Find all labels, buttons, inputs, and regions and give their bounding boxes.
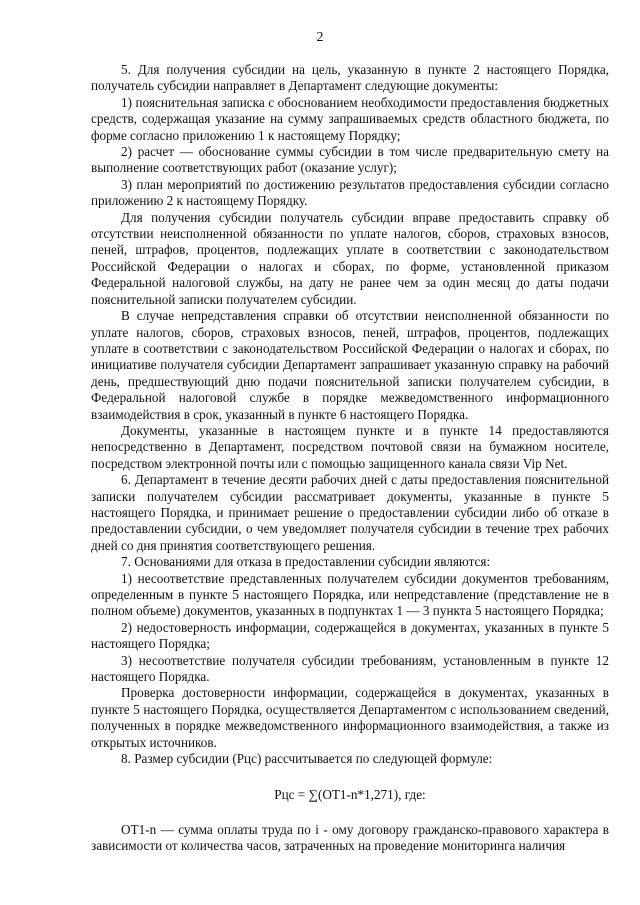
paragraph-8-intro: 8. Размер субсидии (Рцс) рассчитывается по следующей формуле: [121, 751, 493, 767]
subsidy-formula: Рцс = ∑(ОТ1-n*1,271), где: [274, 787, 426, 803]
paragraph-7-item-1: 1) несоответствие представленных получателем субсидии документов требованиям, определенным в пункте 5 настоящего Порядка, или непредставление (представление не в полном объеме) документов, указанных в подпунктах 1 — 3 пункта 5 настоящего Порядка; [91, 570, 609, 619]
document-body [91, 62, 609, 855]
paragraph-5-tax-certificate: Для получения субсидии получатель субсидии вправе предоставить справку об отсутствии неисполненной обязанности по уплате налогов, сборов, страховых взносов, пеней, штрафов, процентов, подлежащих уплате в соответствии с законодательством Российской Федерации о налогах и сборах, по форме, установленной приказом Федеральной налоговой службы, на дату не ранее чем за один месяц до даты подачи пояснительной записки получателем субсидии. [91, 209, 609, 307]
paragraph-5-delivery: Документы, указанные в настоящем пункте и в пункте 14 предоставляются непосредственно в Департамент, посредством почтовой связи на бумажном носителе, посредством электронной почты или с помощью защищенного канала связи Vip Net. [91, 422, 609, 471]
paragraph-5-item-2: 2) расчет — обоснование суммы субсидии в том числе предварительную смету на выполнение соответствующих работ (оказание услуг); [91, 144, 609, 176]
paragraph-5-intro: 5. Для получения субсидии на цель, указанную в пункте 2 настоящего Порядка, получатель субсидии направляет в Департамент следующие документы: [91, 62, 609, 94]
paragraph-7-item-2: 2) недостоверность информации, содержащейся в документах, указанных в пункте 5 настоящего Порядка; [91, 619, 609, 652]
paragraph-5-item-3: 3) план мероприятий по достижению результатов предоставления субсидии согласно приложению 2 к настоящему Порядку. [91, 176, 609, 209]
paragraph-6: 6. Департамент в течение десяти рабочих дней с даты предоставления пояснительной записки получателем субсидии рассматривает документы, указанные в пункте 5 настоящего Порядка, и принимает решение о предоставлении субсидии либо об отказе в предоставлении субсидии, о чем уведомляет получателя субсидии в течение трех рабочих дней со дня принятия соответствующего решения. [91, 472, 609, 553]
paragraph-7-verification: Проверка достоверности информации, содержащейся в документах, указанных в пункте 5 настоящего Порядка, осуществляется Департаментом с использованием сведений, полученных в порядке межведомственного информационного взаимодействия, а также из открытых источников. [91, 685, 609, 750]
paragraph-5-no-certificate: В случае непредставления справки об отсутствии неисполненной обязанности по уплате налогов, сборов, страховых взносов, пеней, штрафов, процентов, подлежащих уплате в соответствии с законодательством Российской Федерации о налогах и сборах, по инициативе получателя субсидии Департамент запрашивает указанную справку на рабочий день, предшествующий дню подачи пояснительной записки получателем субсидии, в Федеральной налоговой службе в порядке межведомственного информационного взаимодействия в срок, указанный в пункте 6 настоящего Порядка. [91, 308, 609, 422]
page-number: 2 [316, 30, 324, 45]
paragraph-5-item-1: 1) пояснительная записка с обоснованием необходимости предоставления бюджетных средств, содержащая указание на сумму запрашиваемых средств областного бюджета, по форме согласно приложению 1 к настоящему Порядку; [91, 94, 609, 143]
paragraph-7-item-3: 3) несоответствие получателя субсидии требованиям, установленным в пункте 12 настоящего Порядка. [91, 652, 609, 685]
paragraph-8-definition: ОТ1-n — сумма оплаты труда по i - ому договору гражданско-правового характера в зависимости от количества часов, затраченных на проведение мониторинга наличия [91, 821, 609, 854]
paragraph-7-intro: 7. Основаниями для отказа в предоставлении субсидии являются: [121, 554, 491, 570]
